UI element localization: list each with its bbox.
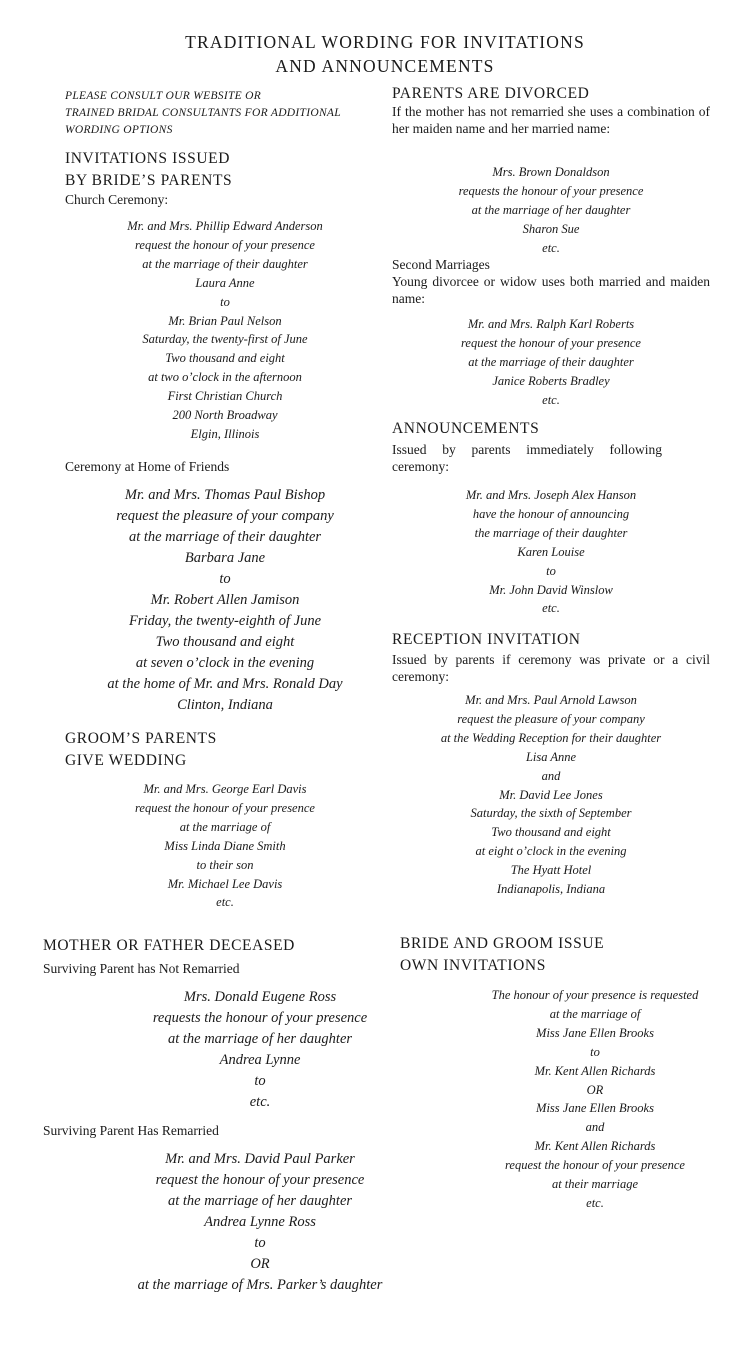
wording-line: Miss Jane Ellen Brooks xyxy=(536,1025,654,1040)
church-ceremony-wording xyxy=(65,217,385,444)
divorced-intro: If the mother has not remarried she uses a combination of her maiden name and her married name: xyxy=(392,104,710,136)
wording-line: etc. xyxy=(542,392,560,407)
second-marriages-wording xyxy=(392,315,710,410)
wording-line: at the marriage of their daughter xyxy=(128,529,322,545)
wording-line: Barbara Jane xyxy=(184,550,266,566)
wording-line: OR xyxy=(586,1082,604,1097)
reception-intro: Issued by parents if ceremony was private or a civil ceremony: xyxy=(392,652,710,684)
wording-line: Mr. Brian Paul Nelson xyxy=(168,313,282,328)
wording-line: 200 North Broadway xyxy=(172,408,278,423)
wording-line: request the pleasure of your company xyxy=(116,508,334,524)
home-ceremony-label: Ceremony at Home of Friends xyxy=(65,459,230,474)
wording-line: requests the honour of your presence xyxy=(152,1010,368,1026)
wording-line: Sharon Sue xyxy=(522,221,580,236)
consult-note xyxy=(65,88,341,139)
wording-line: at the marriage of her daughter xyxy=(167,1031,353,1047)
wording-line: Two thousand and eight xyxy=(165,351,285,366)
note-line: TRAINED BRIDAL CONSULTANTS FOR ADDITIONAL xyxy=(65,107,341,119)
heading-line: BY BRIDE’S PARENTS xyxy=(65,172,233,189)
wording-line: the marriage of their daughter xyxy=(474,525,628,540)
wording-line: etc. xyxy=(542,240,560,255)
wording-line: Two thousand and eight xyxy=(491,825,611,840)
wording-line: Mr. and Mrs. David Paul Parker xyxy=(165,1151,355,1167)
divorced-wording xyxy=(392,163,710,258)
wording-line: to xyxy=(220,294,230,309)
heading-line: GROOM’S PARENTS xyxy=(65,730,217,747)
wording-line: Saturday, the twenty-first of June xyxy=(142,332,308,347)
wording-line: etc. xyxy=(249,1094,271,1110)
wording-line: Mr. and Mrs. Ralph Karl Roberts xyxy=(467,317,635,331)
wording-line: Mr. Kent Allen Richards xyxy=(534,1063,656,1078)
reception-wording xyxy=(392,691,710,899)
own-invitations-heading xyxy=(400,933,604,977)
wording-line: Two thousand and eight xyxy=(155,634,295,650)
wording-line: Indianapolis, Indiana xyxy=(496,882,606,897)
wording-line: request the honour of your presence xyxy=(505,1158,685,1173)
deceased-heading: MOTHER OR FATHER DECEASED xyxy=(43,937,295,954)
wording-line: Karen Louise xyxy=(517,544,585,559)
wording-line: Mr. and Mrs. Joseph Alex Hanson xyxy=(465,488,637,502)
wording-line: Elgin, Illinois xyxy=(190,426,260,441)
wording-line: request the pleasure of your company xyxy=(457,711,645,726)
note-line: PLEASE CONSULT OUR WEBSITE OR xyxy=(65,90,262,102)
wording-line: to their son xyxy=(196,857,254,872)
brides-parents-heading xyxy=(65,148,232,192)
announcements-wording xyxy=(392,486,710,618)
wording-line: at the home of Mr. and Mrs. Ronald Day xyxy=(107,676,343,692)
wording-line: Mrs. Brown Donaldson xyxy=(492,165,610,179)
wording-line: Mr. and Mrs. Phillip Edward Anderson xyxy=(127,219,323,233)
heading-line: INVITATIONS ISSUED xyxy=(65,150,230,167)
wording-line: Mr. and Mrs. Thomas Paul Bishop xyxy=(124,487,326,503)
not-remarried-label: Surviving Parent has Not Remarried xyxy=(43,961,240,976)
remarried-label: Surviving Parent Has Remarried xyxy=(43,1123,219,1138)
wording-line: at the marriage of their daughter xyxy=(142,256,308,271)
wording-line: Friday, the twenty-eighth of June xyxy=(128,613,322,629)
remarried-wording xyxy=(100,1149,420,1296)
wording-line: Mr. and Mrs. George Earl Davis xyxy=(143,782,307,796)
wording-line: Miss Linda Diane Smith xyxy=(164,838,286,853)
announcements-heading: ANNOUNCEMENTS xyxy=(392,420,540,437)
wording-line: at their marriage xyxy=(551,1177,639,1192)
wording-line: at seven o’clock in the evening xyxy=(135,655,315,671)
wording-line: request the honour of your presence xyxy=(135,800,315,815)
wording-line: to xyxy=(590,1044,600,1059)
wording-line: Laura Anne xyxy=(195,275,255,290)
wording-line: at the marriage of xyxy=(179,819,271,834)
wording-line: request the honour of your presence xyxy=(155,1172,365,1188)
wording-line: Mr. David Lee Jones xyxy=(499,787,603,802)
wording-line: at the marriage of their daughter xyxy=(468,354,634,369)
wording-line: Saturday, the sixth of September xyxy=(470,806,632,821)
wording-line: have the honour of announcing xyxy=(472,506,630,521)
page-title xyxy=(0,30,750,78)
wording-line: and xyxy=(541,768,561,783)
own-invitations-wording xyxy=(460,986,730,1213)
wording-line: at two o’clock in the afternoon xyxy=(148,370,302,385)
wording-line: Mrs. Donald Eugene Ross xyxy=(183,989,337,1005)
wording-line: to xyxy=(546,563,556,578)
heading-line: GIVE WEDDING xyxy=(65,752,187,769)
wording-line: Andrea Lynne xyxy=(219,1052,301,1068)
title-line: AND ANNOUNCEMENTS xyxy=(275,56,495,76)
wording-line: Clinton, Indiana xyxy=(177,697,273,713)
wording-line: Mr. and Mrs. Paul Arnold Lawson xyxy=(465,693,637,707)
not-remarried-wording xyxy=(100,987,420,1113)
title-line: TRADITIONAL WORDING FOR INVITATIONS xyxy=(185,32,585,52)
heading-line: OWN INVITATIONS xyxy=(400,957,546,974)
announcements-intro: Issued by parents immediately following ceremony: xyxy=(392,442,662,474)
wording-line: Mr. John David Winslow xyxy=(489,582,613,597)
wording-line: requests the honour of your presence xyxy=(458,183,644,198)
wording-line: etc. xyxy=(542,601,560,616)
grooms-parents-wording xyxy=(65,780,385,912)
wording-line: request the honour of your presence xyxy=(461,335,641,350)
wording-line: etc. xyxy=(586,1195,604,1210)
wording-line: Mr. Robert Allen Jamison xyxy=(150,592,300,608)
wording-line: at eight o’clock in the evening xyxy=(475,844,627,859)
wording-line: Mr. Michael Lee Davis xyxy=(167,876,283,891)
wording-line: at the marriage of her daughter xyxy=(471,202,631,217)
home-ceremony-wording xyxy=(65,485,385,716)
note-line: WORDING OPTIONS xyxy=(65,124,173,136)
wording-line: at the Wedding Reception for their daughter xyxy=(440,730,662,745)
wording-line: First Christian Church xyxy=(167,389,283,404)
reception-heading: RECEPTION INVITATION xyxy=(392,631,581,648)
wording-line: request the honour of your presence xyxy=(135,237,315,252)
wording-line: Miss Jane Ellen Brooks xyxy=(536,1101,654,1116)
wording-line: The honour of your presence is requested xyxy=(491,988,699,1002)
wording-line: Mr. Kent Allen Richards xyxy=(534,1139,656,1154)
wording-line: and xyxy=(585,1120,605,1135)
second-marriages-intro: Young divorcee or widow uses both married and maiden name: xyxy=(392,274,710,306)
wording-line: to xyxy=(219,571,231,587)
wording-line: OR xyxy=(250,1256,270,1272)
wording-line: Janice Roberts Bradley xyxy=(492,373,610,388)
wording-line: Lisa Anne xyxy=(525,749,577,764)
wording-line: at the marriage of Mrs. Parker’s daughter xyxy=(137,1277,383,1293)
wording-line: to xyxy=(254,1235,266,1251)
church-ceremony-label: Church Ceremony: xyxy=(65,192,169,207)
wording-line: at the marriage of xyxy=(549,1006,641,1021)
grooms-parents-heading xyxy=(65,728,217,772)
wording-line: The Hyatt Hotel xyxy=(510,863,592,878)
wording-line: at the marriage of her daughter xyxy=(167,1193,353,1209)
wording-line: etc. xyxy=(216,895,234,910)
wording-line: Andrea Lynne Ross xyxy=(204,1214,316,1230)
second-marriages-label: Second Marriages xyxy=(392,257,490,272)
divorced-heading: PARENTS ARE DIVORCED xyxy=(392,85,590,102)
wording-line: to xyxy=(254,1073,266,1089)
heading-line: BRIDE AND GROOM ISSUE xyxy=(400,935,605,952)
